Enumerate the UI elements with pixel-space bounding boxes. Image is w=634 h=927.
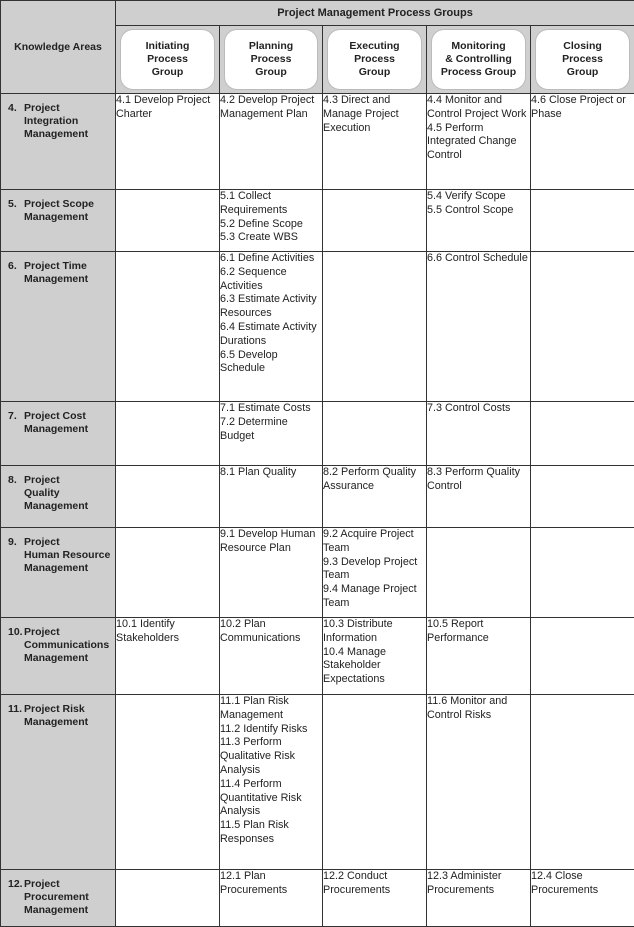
knowledge-area-number: 7.	[8, 410, 24, 436]
process-item: 6.4 Estimate Activity Durations	[220, 321, 322, 349]
process-cell-closing	[531, 252, 634, 402]
process-cell-closing	[531, 870, 634, 927]
process-cell-closing	[531, 528, 634, 618]
process-item: 4.4 Monitor and Control Project Work	[427, 94, 530, 122]
process-cell-executing	[323, 870, 427, 927]
column-header-monitoring	[427, 26, 531, 94]
process-cell-monitoring	[427, 618, 531, 695]
process-cell-monitoring	[427, 94, 531, 190]
column-header-initiating	[116, 26, 220, 94]
column-header-planning	[220, 26, 323, 94]
process-cell-initiating	[116, 190, 220, 252]
table-row	[1, 618, 634, 695]
process-item: 10.5 Report Performance	[427, 618, 530, 646]
process-item: 4.1 Develop Project Charter	[116, 94, 219, 122]
process-item: 5.3 Create WBS	[220, 231, 322, 245]
process-cell-executing	[323, 528, 427, 618]
table-row	[1, 870, 634, 927]
process-cell-initiating	[116, 528, 220, 618]
process-item: 8.2 Perform Quality Assurance	[323, 466, 426, 494]
process-cell-closing	[531, 466, 634, 528]
table-row	[1, 695, 634, 870]
process-item: 11.1 Plan Risk Management	[220, 695, 322, 723]
process-cell-planning	[220, 402, 323, 466]
knowledge-area-cell	[1, 402, 116, 466]
knowledge-area-cell	[1, 190, 116, 252]
process-cell-executing	[323, 618, 427, 695]
process-groups-header: Project Management Process Groups	[116, 1, 634, 26]
process-item: 11.5 Plan Risk Responses	[220, 819, 322, 847]
table-body	[1, 94, 634, 927]
knowledge-area-number: 10.	[8, 626, 24, 665]
process-item: 11.3 Perform Qualitative Risk Analysis	[220, 736, 322, 777]
knowledge-area-cell	[1, 466, 116, 528]
process-item: 11.6 Monitor and Control Risks	[427, 695, 530, 723]
process-item: 6.2 Sequence Activities	[220, 266, 322, 294]
process-item: 4.2 Develop Project Management Plan	[220, 94, 322, 122]
table-row	[1, 402, 634, 466]
process-item: 12.4 Close Procurements	[531, 870, 634, 898]
process-item: 6.1 Define Activities	[220, 252, 322, 266]
process-cell-initiating	[116, 252, 220, 402]
process-item: 5.1 Collect Requirements	[220, 190, 322, 218]
knowledge-area-number: 12.	[8, 878, 24, 917]
process-cell-closing	[531, 618, 634, 695]
knowledge-area-number: 5.	[8, 198, 24, 224]
process-item: 6.3 Estimate Activity Resources	[220, 293, 322, 321]
process-item: 10.3 Distribute Information	[323, 618, 426, 646]
column-label: Monitoring & Controlling Process Group	[432, 30, 525, 89]
knowledge-area-cell	[1, 618, 116, 695]
process-cell-initiating	[116, 402, 220, 466]
process-cell-closing	[531, 190, 634, 252]
table-row	[1, 252, 634, 402]
column-header-executing	[323, 26, 427, 94]
process-item: 5.5 Control Scope	[427, 204, 530, 218]
process-item: 9.3 Develop Project Team	[323, 556, 426, 584]
knowledge-area-number: 6.	[8, 260, 24, 286]
process-cell-monitoring	[427, 870, 531, 927]
process-cell-initiating	[116, 466, 220, 528]
process-cell-monitoring	[427, 695, 531, 870]
process-cell-closing	[531, 695, 634, 870]
knowledge-area-name: Project Risk Management	[24, 703, 88, 729]
process-item: 9.2 Acquire Project Team	[323, 528, 426, 556]
column-label: Initiating Process Group	[121, 30, 214, 89]
process-item: 10.1 Identify Stakeholders	[116, 618, 219, 646]
knowledge-areas-header: Knowledge Areas	[1, 1, 116, 94]
process-item: 4.6 Close Project or Phase	[531, 94, 634, 122]
process-item: 6.6 Control Schedule	[427, 252, 530, 266]
process-item: 8.1 Plan Quality	[220, 466, 322, 480]
process-cell-monitoring	[427, 252, 531, 402]
process-item: 7.3 Control Costs	[427, 402, 530, 416]
process-item: 9.4 Manage Project Team	[323, 583, 426, 611]
process-cell-planning	[220, 528, 323, 618]
knowledge-area-cell	[1, 252, 116, 402]
process-item: 12.1 Plan Procurements	[220, 870, 322, 898]
knowledge-area-name: Project Time Management	[24, 260, 88, 286]
knowledge-area-number: 8.	[8, 474, 24, 513]
process-cell-executing	[323, 695, 427, 870]
process-cell-closing	[531, 94, 634, 190]
knowledge-area-name: Project Communications Management	[24, 626, 109, 665]
process-cell-planning	[220, 94, 323, 190]
knowledge-area-number: 9.	[8, 536, 24, 575]
process-cell-executing	[323, 94, 427, 190]
column-header-closing	[531, 26, 634, 94]
process-item: 8.3 Perform Quality Control	[427, 466, 530, 494]
column-label: Closing Process Group	[536, 30, 629, 89]
process-cell-monitoring	[427, 190, 531, 252]
process-cell-monitoring	[427, 466, 531, 528]
knowledge-area-name: Project Cost Management	[24, 410, 88, 436]
process-cell-executing	[323, 466, 427, 528]
table-row	[1, 528, 634, 618]
process-cell-planning	[220, 190, 323, 252]
process-cell-closing	[531, 402, 634, 466]
process-cell-executing	[323, 252, 427, 402]
process-item: 4.3 Direct and Manage Project Execution	[323, 94, 426, 135]
process-cell-initiating	[116, 618, 220, 695]
knowledge-area-name: Project Integration Management	[24, 102, 88, 141]
column-label: Planning Process Group	[225, 30, 317, 89]
process-cell-monitoring	[427, 528, 531, 618]
process-cell-planning	[220, 618, 323, 695]
knowledge-area-cell	[1, 695, 116, 870]
process-cell-planning	[220, 870, 323, 927]
process-item: 9.1 Develop Human Resource Plan	[220, 528, 322, 556]
process-cell-planning	[220, 466, 323, 528]
process-cell-executing	[323, 402, 427, 466]
table-row	[1, 466, 634, 528]
knowledge-area-name: Project Procurement Management	[24, 878, 89, 917]
process-cell-monitoring	[427, 402, 531, 466]
column-label: Executing Process Group	[328, 30, 421, 89]
process-item: 10.4 Manage Stakeholder Expectations	[323, 646, 426, 687]
knowledge-area-cell	[1, 94, 116, 190]
knowledge-area-name: Project Scope Management	[24, 198, 94, 224]
process-cell-initiating	[116, 870, 220, 927]
process-item: 5.2 Define Scope	[220, 218, 322, 232]
process-cell-planning	[220, 695, 323, 870]
process-cell-planning	[220, 252, 323, 402]
knowledge-area-number: 4.	[8, 102, 24, 141]
process-item: 4.5 Perform Integrated Change Control	[427, 122, 530, 163]
knowledge-area-name: Project Quality Management	[24, 474, 88, 513]
process-item: 10.2 Plan Communications	[220, 618, 322, 646]
table-row	[1, 190, 634, 252]
process-cell-executing	[323, 190, 427, 252]
knowledge-area-number: 11.	[8, 703, 24, 729]
process-item: 5.4 Verify Scope	[427, 190, 530, 204]
knowledge-area-name: Project Human Resource Management	[24, 536, 110, 575]
process-item: 12.3 Administer Procurements	[427, 870, 530, 898]
knowledge-area-cell	[1, 528, 116, 618]
table-row	[1, 94, 634, 190]
process-item: 12.2 Conduct Procurements	[323, 870, 426, 898]
knowledge-area-cell	[1, 870, 116, 927]
process-item: 6.5 Develop Schedule	[220, 349, 322, 377]
process-item: 7.2 Determine Budget	[220, 416, 322, 444]
process-item: 7.1 Estimate Costs	[220, 402, 322, 416]
process-item: 11.4 Perform Quantitative Risk Analysis	[220, 778, 322, 819]
process-cell-initiating	[116, 94, 220, 190]
process-cell-initiating	[116, 695, 220, 870]
process-item: 11.2 Identify Risks	[220, 723, 322, 737]
